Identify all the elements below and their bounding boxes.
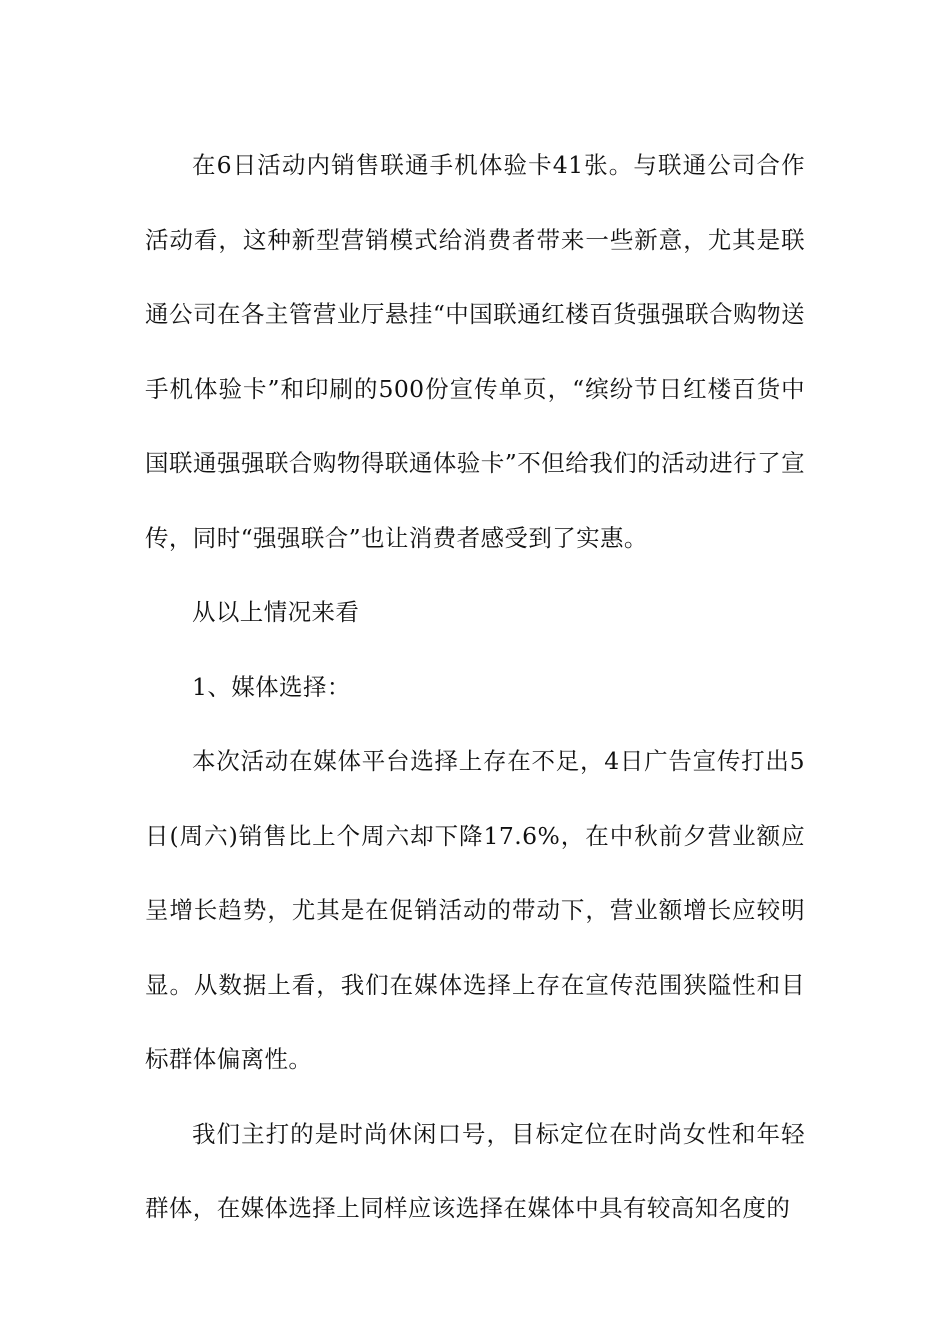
paragraph-target-positioning: 我们主打的是时尚休闲口号，目标定位在时尚女性和年轻群体，在媒体选择上同样应该选择在媒体中具有较高知名度的 xyxy=(145,1119,805,1222)
paragraph-unicom-card-sales: 在6日活动内销售联通手机体验卡41张。与联通公司合作活动看，这种新型营销模式给消费者带来一些新意，尤其是联通公司在各主管营业厅悬挂“中国联通红楼百货强强联合购物送手机体验卡”和印刷的500份宣传单页，“缤纷节日红楼百货中国联通强强联合购物得联通体验卡”不但给我们的活动进行了宣传，同时“强强联合”也让消费者感受到了实惠。 xyxy=(145,151,805,552)
paragraph-summary-intro: 从以上情况来看 xyxy=(192,598,360,626)
document-body xyxy=(145,128,805,1246)
paragraph-media-platform-analysis: 本次活动在媒体平台选择上存在不足，4日广告宣传打出5日(周六)销售比上个周六却下降17.6%，在中秋前夕营业额应呈增长趋势，尤其是在促销活动的带动下，营业额增长应较明显。从数据上看，我们在媒体选择上存在宣传范围狭隘性和目标群体偏离性。 xyxy=(145,747,805,1073)
section-heading-media-selection: 1、媒体选择： xyxy=(192,672,351,701)
